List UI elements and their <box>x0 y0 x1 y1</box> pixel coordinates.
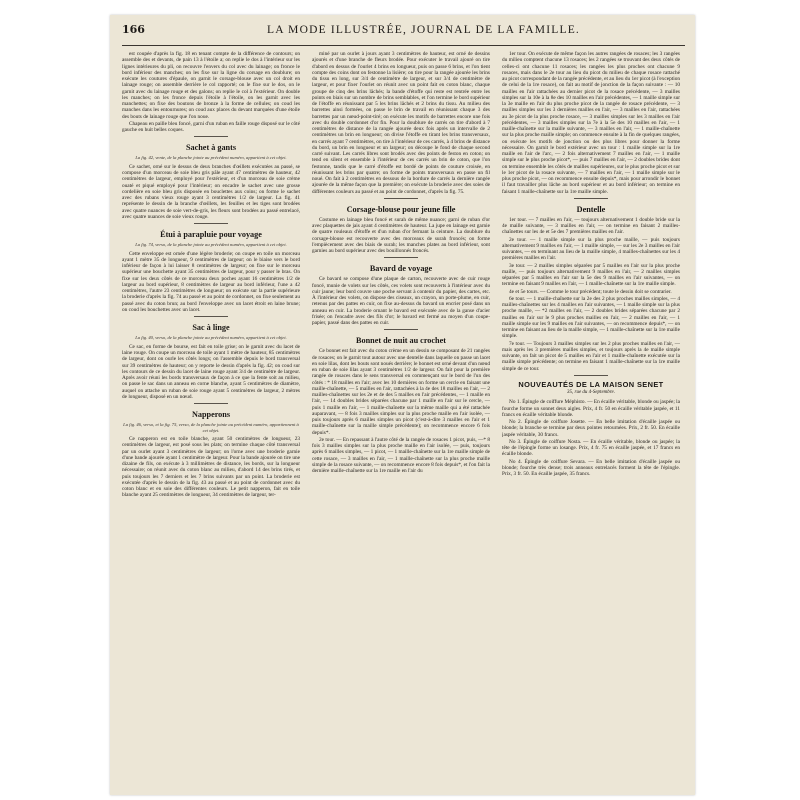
product-item: No 4. Épingle de coiffure Sevara. — En belle imitation d'écaille jaspée ou blonde; fourche très dense; trois anneaux entrelacés forment la tête de l'épingle. Prix, 3 fr. 50. En écaille jaspée, 35 francs. <box>502 458 680 477</box>
product-item: No 2. Épingle de coiffure Josette. — En belle imitation d'écaille jaspée ou blonde; la branche se termine par deux pointes retournées. Prix, 2 fr. 50. En écaille jaspée véritable, 30 francs. <box>502 419 680 438</box>
figure-note: La fig. 74, verso, de la planche jointe au précédent numéro, appartient à cet objet. <box>135 242 287 248</box>
article-text: Costume en lainage bleu foncé et surah de même nuance; garni de ruban d'or avec plaquettes de jais ayant 4 centimètres de hauteur. La jupe en lainage est garnie de quatre rouleaux d'étoffe et d'un ruban d'or fermant la ceinture. La doublure du corsage-blouse est recouverte avec des morceaux de surah froncés; on forme l'empiècement avec des biais de surah; les manches plates au bord inférieur, sont garnies au bord supérieur avec des bouillonnés froncés. <box>312 216 490 254</box>
section-title-napperons: Napperons <box>191 410 231 420</box>
figure-note: La fig. 40, verso, de la planche jointe au précédent numéro, appartient à cet objet. <box>135 335 287 341</box>
figure-note: La fig. 46, verso, et la fig. 75, verso, de la planche jointe au précédent numéro, appartiennent à cet objet. <box>123 422 299 433</box>
article-text: 4e et 5e tours. — Comme le tour précédent; toute le dessin doit se contrarier. <box>509 288 672 295</box>
article-text: 2e tour. — 1 maille simple sur la plus proche maille, — puis toujours alternativement 9 mailles en l'air, — 1 maille simple, — sur les 2e 3 mailles en l'air suivantes, — en terminant au lieu de la maille simple, 4 mailles-chaînettes sur les 4 premières mailles en l'air. <box>502 236 680 262</box>
divider <box>384 257 418 258</box>
divider <box>194 223 228 224</box>
journal-title: LA MODE ILLUSTRÉE, JOURNAL DE LA FAMILLE. <box>266 24 581 36</box>
divider <box>194 136 228 137</box>
address-line: 35, rue du 4-Septembre. <box>567 390 615 395</box>
section-title-sac: Sac à linge <box>192 323 230 333</box>
divider <box>194 316 228 317</box>
section-title-nouveautes: NOUVEAUTÉS DE LA MAISON SENET <box>518 379 664 389</box>
divider <box>574 375 608 376</box>
divider <box>384 329 418 330</box>
article-text: 1er tour. — 7 mailles en l'air, — toujours alternativement 1 double bride sur la 4e maille suivante, — 3 mailles en l'air, — on termine en faisant 2 mailles-chaînettes sur les 4e et 5e des 7 premières mailles en l'air. <box>502 216 680 236</box>
section-title-bavard: Bavard de voyage <box>369 264 433 274</box>
product-item: No 1. Épingle de coiffure Méphisto. — En écaille véritable, blonde ou jaspée; la fourche forme un sonnet deux aigles. Prix, 4 fr. 50 en écaille véritable jaspée, et 11 francs en écaille véritable blonde. <box>502 399 680 418</box>
section-title-bonnet: Bonnet de nuit au crochet <box>356 336 446 346</box>
article-text: 1er tour. On exécute de même façon les autres rangées de rosaces; les 3 rangées du milieu comptent chacune 13 rosaces; les 2 rangées se trouvant des deux côtés de celles-ci ont chacune 11 rosaces; les rangées les plus proches ont chacune 9 rosaces, mais dans le 2e tour au lieu du picot du milieu de chaque rosace rattaché au picot correspondant de la rangée précédente, et au lieu du 1er picot (à l'exception de celui de la 1re rosace), on fait au motif de jonction de la façon suivante : — 10 mailles en l'air rattachées au dernier picot de la rosace précédente, — 3 mailles simples sur la 10e à la 8e des 10 mailles en l'air précédentes, — 1 maille simple sur la 3e maille en l'air du plus proche picot de la rangée de rosace précédente, — 3 mailles simples sur les 3 dernières mailles en l'air, — 3 mailles en l'air, rattachées au 3e picot de la plus proche rosace, — 3 mailles simples sur les 3 mailles en l'air précédentes, — 3 mailles simples sur la 7e à la 5e des 10 mailles en l'air, — 1 maille-chaînette sur la maille suivante, — 3 mailles en l'air, — 1 maille-chaînette sur la plus proche maille simple; on commence ensuite à la fin de quelques rangées, on exécute les motifs de jonction ou des plus libres pour donner la forme nécessaire. On garnit le bord extérieur avec un tour : 1 maille simple sur la 1re maille en l'air de l'arc, — 2 fois alternativement 7 mailles en l'air, — 1 maille simple sur le plus proche picot*, — puis 7 mailles en l'air, — 2 doubles brides dont on termine ensemble les côtés de mailles supérieures, sur le plus proche picot et sur le 1er picot de la rosace suivante, — 7 mailles en l'air, — 1 maille simple sur le plus proche picot, — on recommence ensuite depuis*, mais pour arrondir le bonnet il faut travailler plus lâche au bord supérieur et au bord inférieur; on termine en faisant 1 maille-chaînette sur la 1re maille simple. <box>502 51 680 195</box>
divider <box>384 198 418 199</box>
article-text: Ce sac, en forme de bourse, est fait en toile grise; on le garnit avec du lacet de laine rouge. On coupe un morceau de toile ayant 1 mètre de hauteur, 85 centimètres de largeur, dont on ourle les côtés longs; on l'assemble depuis le bord transversal sur 39 centimètres de hauteur; on y reporte le dessin d'après la fig. 42; on coud sur les contours de ce dessin du lacet de laine rouge ayant 3/4 de centimètre de largeur. Après avoir réuni les bords transversaux de façon à ce que la fente soit au milieu, on passe le sac dans un anneau en corne blanche, ayant 5 centimètres de diamètre, auquel on attache un ruban de soie rouge ayant 5 centimètres de largeur, 2 mètres de longueur, disposé en un nœud. <box>122 343 300 400</box>
journal-page <box>110 15 695 795</box>
article-text: Ce bonnet est fait avec du coton crème en un dessin se composant de 21 rangées de rosaces; on le garnit tout autour avec une dentelle dans laquelle on passe un lacet en soie lilas, dont les bouts sont noués derrière; le bonnet est orné devant d'un nœud en ruban de soie lilas ayant 3 centimètres 1/2 de largeur. On fait pour la première rangée de rosaces dans le sens transversal en commençant sur le bord de l'un des côtés : * 18 mailles en l'air; avec les 10 dernières on forme un cercle en faisant une maille-chaînette, — 5 mailles en l'air, rattachées à la 4e des 18 mailles en l'air, — 2 mailles-chaînettes sur les 2e et 4e des 5 mailles en l'air précédentes, — 1 maille en l'air, — 14 doubles brides séparées chacune par 1 maille en l'air sur le cercle, — puis 1 maille en l'air, — 1 maille-chaînette sur la même maille qui a été rattachée auparavant, — 8 fois 3 mailles simples sur la plus proche maille en l'air isolée, — puis toujours après 6 mailles simples un picot (c'est-à-dire 3 mailles en l'air et 1 maille-chaînette sur la maille simple précédente); on recommence encore 6 fois depuis*. <box>312 348 490 436</box>
page-number: 166 <box>122 23 145 36</box>
article-text: Ce bavard se compose d'une plaque de carton, recouverte avec de cuir rouge foncé, munie de volets sur les côtés, ces volets sont recouverts à l'intérieur avec du cuir jaune; leur bord couvre une poche servant à contenir du papier, des cartes, etc. À l'intérieur des volets, on dispose des ciseaux, un crayon, un porte-plume, en cuir, retenus par des pattes en cuir, on fixe au-dessus du bavard un encrier posé dans un anneau en cuir. La broderie ornant le bavard est exécutée avec de la ganse d'acier frisée; on l'encadre avec des fils d'or; le bavard est fermé au moyen d'un coupe-papier, passé dans des pattes en cuir. <box>312 276 490 326</box>
divider <box>574 198 608 199</box>
section-title-corsage: Corsage-blouse pour jeune fille <box>346 204 456 214</box>
column-right <box>502 51 680 787</box>
figure-note: La fig. 42, vente, de la planche jointe au précédent numéro, appartient à cet objet. <box>135 155 287 161</box>
column-middle <box>312 51 490 787</box>
article-text: miné par un ourlet à jours ayant 3 centimètres de hauteur, est orné de dessins ajourés et d'une branche de fleurs brodée. Pour exécuter le travail ajouré on tire d'abord en dessus de l'ourlet 4 brins en longueur, puis on passe 6 brins, et l'on tient compte des coins dont on festonne la lisière; on tire pour la rangée ajourée les brins du tissu en long, sur 3/4 de centimètre de largeur, et sur 3/4 de centimètre de largeur, et pour fixer l'ourlet on réunit avec un point fait en coton blanc, chaque groupe de cinq des brins lâchés; la bande d'étoffe qui reste est rentrée entre les points en biais sur un nombre de brins semblables, et l'on termine le bord supérieur de l'étoffe en réunissant par 5 les brins lâchés et 2 brins du tissu. Au milieu des barrettes ainsi formées, on passe le brin de travail en réunissant chaque 3 des barrettes par un nœud-point-tiré; on exécute les motifs de barrettes encore une fois avec du double cordonnet d'or fin. Pour la doublure de carrés on tire d'abord à 7 centimètres de distance de la rangée ajourée deux fois après un intervalle de 2 centimètres un brin en longueur; on divise l'étoffe en tirant les brins transversaux, en carrés ayant 7 centimètres, on tire à l'intérieur de ces carrés, à 4 brins de distance du bord, un brin en longueur et un largeur; on découpe le fond de chaque second carré suivant. Les carrés libres sont brodés avec des points de feston en coton; on tend en silent et ensemble à l'intérieur de ces carrés un brin de coton, que l'on festonne, tandis que le carré d'étoffe est bordé de points de couture croisée, en réunissant les brins par quatre; on forme de points transversaux en passe un fil noué. On fait à 2 centimètres en dessous de la bordure de carrés la dernière rangée ajourée de la même façon que la première; on exécute la broderie avec des soies de différentes couleurs au passé et au point de cordonnet, d'après la fig. 75. <box>312 51 490 195</box>
article-text: 6e tour. — 1 maille-chaînette sur la 2e des 2 plus proches mailles simples, — 4 mailles-chaînettes sur les 4 mailles en l'air suivantes, — 1 maille simple sur la plus proche maille, — *2 mailles en l'air, — 2 doubles brides séparées chacune par 2 mailles en l'air sur le 9 plus proches mailles en l'air, — 2 mailles en l'air, — 1 maille simple sur les 9 mailles en l'air suivantes, — on recommence depuis*, — on termine en faisant au lieu de la maille simple, — 1 maille-chaînette sur la 1re maille simple. <box>502 295 680 340</box>
article-text: 7e tour. — Toujours 3 mailles simples sur les 2 plus proches mailles en l'air, — mais après les 3 premières mailles simples, et toujours après la 4e maille simple suivante, on fait un picot de 5 mailles en l'air et 1 maille-chaînette exécutée sur la maille simple précédente; on termine en faisant 1 maille-chaînette sur la 1re maille simple de ce tour. <box>502 340 680 372</box>
article-text: Chapeau en paille bleu foncé, garni d'un ruban en faille rouge disposé sur le côté gauche en huit belles coques. <box>122 120 300 133</box>
article-text: Ce sachet, orné sur le dessus de deux branches d'œillets exécutées au passé, se compose d'un morceau de soie bleu gris pâle ayant 47 centimètres de hauteur, 42 centimètres de largeur, employé pour l'extérieur, et d'un morceau de soie crème ouaté et piqué employé pour l'intérieur; on encadre le sachet avec une grosse cordelière en soie bleu gris disposée en bouclettes aux coins; on forme le sachet avec des rubans vieux rouge ayant 3 centimètres 1/2 de largeur. La fig. 41 représente le dessin de la branche d'œillets, les feuilles et les tiges sont brodées avec quatre nuances de soie vert-de-gris, les fleurs sont brodées au passé entrelacé, avec quatre nuances de soie vieux rouge. <box>122 163 300 220</box>
article-text: Cette enveloppe est ornée d'une légère broderie; on coupe en toile un morceau ayant 1 mètre 35 de longueur, 9 centimètres de largeur; on le biaise vers le bord inférieur de façon à lui laisser 8 centimètres de largeur; on fixe sur le morceau supérieur une bouchette ayant 35 centimètres de largeur, pour y passer le bras. On fixe sur les deux côtés de ce morceau deux poches ayant 16 centimètres 1/2 de largeur au bord supérieur, 8 centimètres de largeur au bord inférieur, l'une a 42 centimètres, l'autre 23 centimètres de longueur; on exécute sur la partie supérieure la broderie d'après la fig. 74 au passé et au point de cordonnet, on fixe seulement au passé avec du coton brun; au bord l'enveloppe avec un lacet étroit en laine brune; on coud les bouchettes avec un lacet. <box>122 250 300 313</box>
divider <box>194 403 228 404</box>
article-text: 2e tour. — En repassant à l'autre côté de la rangée de rosaces 1 picot, puis, —* 8 fois 3 mailles simples sur la plus proche maille en l'air isolée, — puis, toujours après 6 mailles simples, — 1 picot, — 1 maille-chaînette sur la 1re maille simple de cette rosace, — 3 mailles en l'air, — 1 maille-chaînette sur la plus proche maille simple de la rosace suivante, — on recommence encore 8 fois depuis*, et l'on fait la dernière maille-chaînette sur la 1re maille en l'air du <box>312 436 490 474</box>
article-text: Ce napperon est en toile blanche, ayant 50 centimètres de longueur, 23 centimètres de largeur, est posé sous les plats; on termine chaque côté transversal par un ourlet ayant 3 centimètres de largeur; on l'orne avec une broderie garnie d'une bande ajourée ayant 1 centimètre de largeur. Pour la bande ajourée on tire une dizaine de fils, on exécute à 3 millimètres de distance, les bords, sur la longueur nécessaire; on réunit avec du coton blanc au milieu, d'abord 14 des brins tirés, et puis toujours les 7 derniers et les 7 brins suivants par un point. La broderie est exécutée d'après le dessin de la fig. 43 au passé et au point de cordonnet avec du coton blanc et en soie des différentes couleurs. Le petit napperon, fait en toile blanche ayant 25 centimètres de longueur, 34 centimètres de largeur, ter- <box>122 436 300 499</box>
article-text: est coupée d'après la fig. 18 en tenant compte de la différence de contours; on assemble des et devants, de pain 13 à l'étoile a; on replie le dos à l'intérieur sur les lignes intérieures du pli, on recouvre l'envers du col avec du lainage; on fronce le bord inférieur des manches; on les fixe sur la ligne du corsage en doublure; on exécute les coutures d'épaule, on garnit le corsage-blouse avec un col droit en lainage rouge; on assemble derrière le col rapporté; on le fixe sur le dos, on le garnit avec du lainage rouge et des galons; on replie le col à l'extérieur. On double les manches; on les fronce depuis l'étoile à l'étoile, on les garnit avec les manchettes; on fixe des boutons de bronze à la forme de cellules; on coud les manches dans les entournures; on coud aux places du devant marquées d'une étoile des bouts de lainage rouge que l'on noue. <box>122 51 300 120</box>
page-header <box>122 23 685 46</box>
section-title-sachet: Sachet à gants <box>185 143 237 153</box>
column-left <box>122 51 300 787</box>
product-item: No 3. Épingle de coiffure Nosta. — En écaille véritable, blonde ou jaspée; la tête de l'épingle forme un losange. Prix, 4 fr. 75 en écaille jaspée, et 17 francs en écaille blonde. <box>502 438 680 458</box>
section-title-etui: Étui à parapluie pour voyage <box>160 230 262 240</box>
article-text: 3e tour. — 2 mailles simples séparées par 5 mailles en l'air sur la plus proche maille, — puis toujours alternativement 9 mailles en l'air, — 2 mailles simples séparées par 5 mailles en l'air sur la 5e des 9 mailles en l'air suivantes, — on termine en faisant 9 mailles en l'air, — 1 maille-chaînette sur la 1re maille simple. <box>502 262 680 288</box>
section-title-dentelle: Dentelle <box>576 204 606 214</box>
